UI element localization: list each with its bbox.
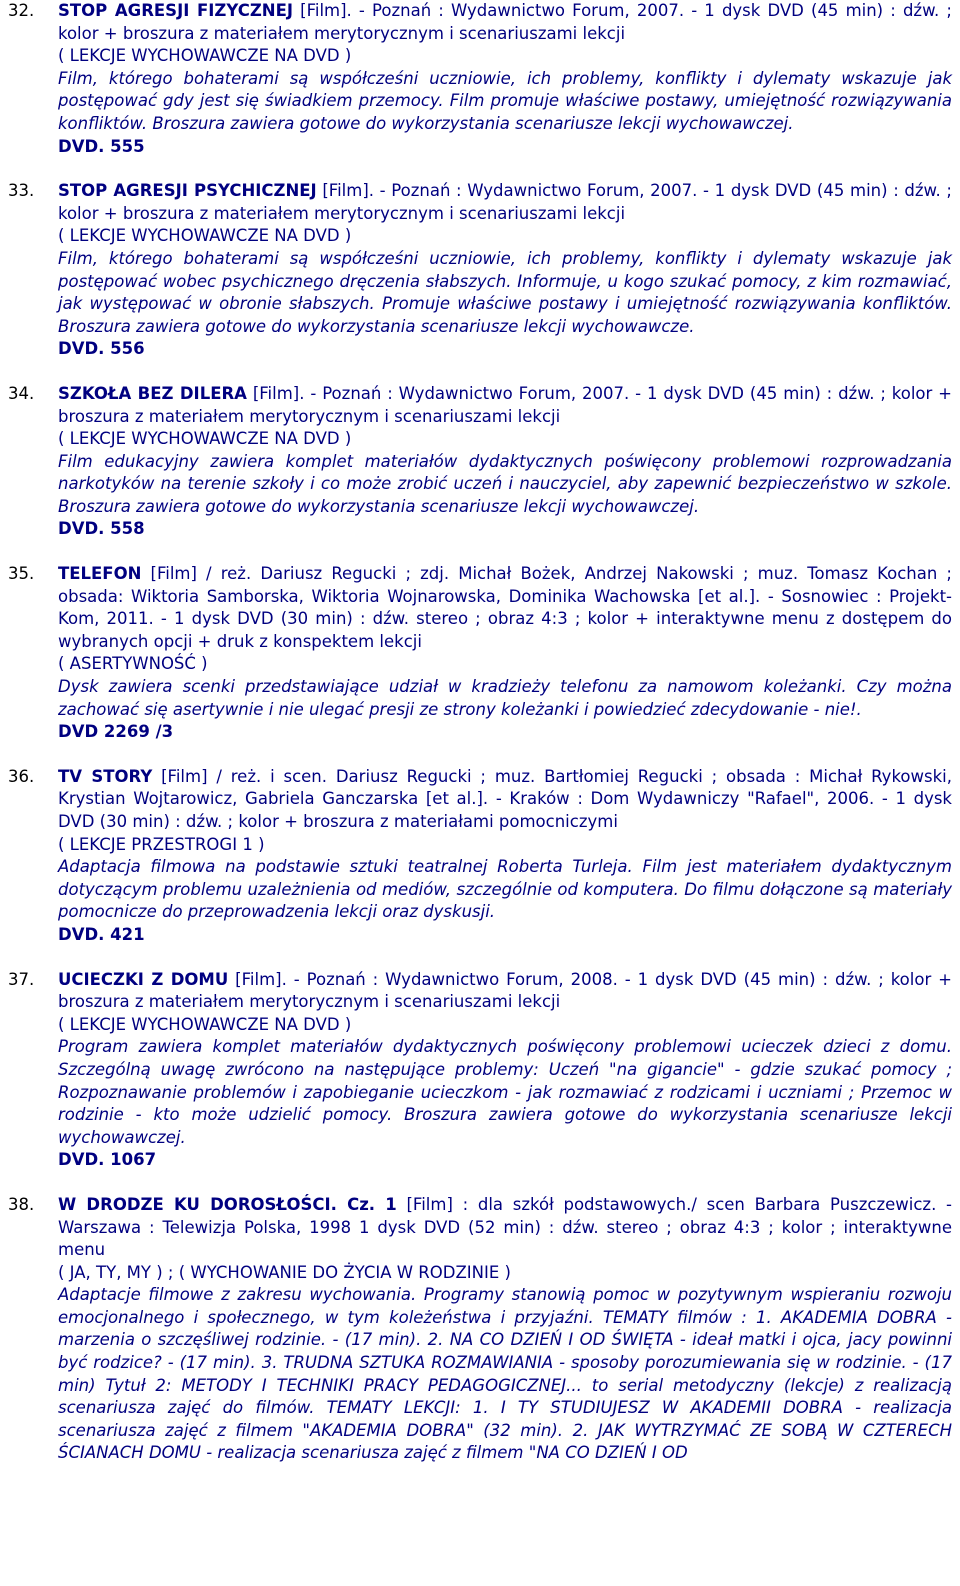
entry-body [58,969,952,1172]
entry-bibliographic: [Film] / reż. Dariusz Regucki ; zdj. Michał Bożek, Andrzej Nakowski ; muz. Tomasz Kochan ; obsada: Wiktoria Samborska, Wiktoria Wojnarowska, Dominika Wachowska [et al.]. - Sosnowiec : Projekt-Kom, 2011. - 1 dysk DVD (30 min) : dźw. stereo ; obraz 4:3 ; kolor + interaktywne menu z dostępem do wybranych opcji + druk z konspektem lekcji [58,564,952,651]
catalog-entry [0,563,960,744]
entry-subject: ( JA, TY, MY ) ; ( WYCHOWANIE DO ŻYCIA W RODZINIE ) [58,1262,511,1282]
entry-subject: ( ASERTYWNOŚĆ ) [58,654,208,674]
catalog-entry [0,180,960,361]
entry-shelfmark: DVD. 421 [58,924,145,944]
entry-title: TV STORY [58,766,153,786]
entry-title: TELEFON [58,564,142,584]
entry-title: SZKOŁA BEZ DILERA [58,383,247,403]
entry-title: UCIECZKI Z DOMU [58,969,229,989]
entry-shelfmark: DVD. 1067 [58,1150,157,1170]
entry-body [58,563,952,744]
entry-description: Dysk zawiera scenki przedstawiające udział w kradzieży telefonu za namowom koleżanki. Czy można zachować się asertywnie i nie ulegać presji ze strony koleżanki i powiedzieć zdecydowanie - nie!. [58,677,952,719]
entry-bibliographic: [Film]. - Poznań : Wydawnictwo Forum, 2007. - 1 dysk DVD (45 min) : dźw. ; kolor + broszura z materiałem merytorycznym i scenariuszami lekcji [58,1,952,43]
entry-body [58,1194,952,1465]
entry-title: W DRODZE KU DOROSŁOŚCI. Cz. 1 [58,1194,397,1214]
entry-number: 38. [8,1194,35,1214]
entry-title: STOP AGRESJI FIZYCZNEJ [58,1,294,20]
entry-shelfmark: DVD. 555 [58,136,145,156]
entry-number: 34. [8,383,35,403]
entry-subject: ( LEKCJE WYCHOWAWCZE NA DVD ) [58,1014,352,1034]
entry-number: 35. [8,564,35,584]
entry-body [58,383,952,541]
entry-description: Film, którego bohaterami są współcześni uczniowie, ich problemy, konflikty i dylematy wskazuje jak postępować wobec psychicznego dręczenia słabszych. Informuje, u kogo szukać pomocy, z kim rozmawiać, jak występować w obronie słabszych. Promuje właściwe postawy i umiejętność rozwiązywania konfliktów. Broszura zawiera gotowe do wykorzystania scenariusze lekcji wychowawcze. [58,248,952,336]
entry-bibliographic: [Film] : dla szkół podstawowych./ scen Barbara Puszczewicz. - Warszawa : Telewizja Polska, 1998 1 dysk DVD (52 min) : dźw. stereo ; obraz 4:3 ; kolor ; interaktywne menu [58,1194,952,1260]
catalog-entry [0,1194,960,1465]
entry-bibliographic: [Film] / reż. i scen. Dariusz Regucki ; muz. Bartłomiej Regucki ; obsada : Michał Rykowski, Krystian Wojtarowicz, Gabriela Ganczarska [et al.]. - Kraków : Dom Wydawniczy "Rafael", 2006. - 1 dysk DVD (30 min) : dźw. ; kolor + broszura z materiałami pomocniczymi [58,766,952,831]
entry-body [58,766,952,947]
entry-subject: ( LEKCJE WYCHOWAWCZE NA DVD ) [58,429,352,449]
entry-title: STOP AGRESJI PSYCHICZNEJ [58,181,317,201]
entry-shelfmark: DVD. 556 [58,339,145,359]
entry-shelfmark: DVD 2269 /3 [58,722,174,742]
entry-subject: ( LEKCJE WYCHOWAWCZE NA DVD ) [58,46,352,66]
entry-description: Adaptacje filmowe z zakresu wychowania. Programy stanowią pomoc w pozytywnym wspieraniu rozwoju emocjonalnego i społecznego, w tym koleżeństwa i przyjaźni. TEMATY filmów : 1. AKADEMIA DOBRA - marzenia o szczęśliwej rodzinie. - (17 min). 2. NA CO DZIEŃ I OD ŚWIĘTA - ideał matki i ojca, jacy powinni być rodzice? - (17 min). 3. TRUDNA SZTUKA ROZMAWIANIA - sposoby porozumiewania się w rodzinie. - (17 min) Tytuł 2: METODY I TECHNIKI PRACY PEDAGOGICZNEJ... to serial metodyczny (lekcje) z realizacją scenariusza zajęć do filmów. TEMATY LEKCJI: 1. I TY STUDIUJESZ W AKADEMII DOBRA - realizacja scenariusza zajęć z filmem "AKADEMIA DOBRA" (32 min). 2. JAK WYTRZYMAĆ ZE SOBĄ W CZTERECH ŚCIANACH DOMU - realizacja scenariusza zajęć z filmem "NA CO DZIEŃ I OD [58,1285,952,1463]
catalog-entry [0,969,960,1172]
catalog-entry [0,383,960,541]
entry-subject: ( LEKCJE PRZESTROGI 1 ) [58,834,265,854]
entry-subject: ( LEKCJE WYCHOWAWCZE NA DVD ) [58,226,352,246]
entry-bibliographic: [Film]. - Poznań : Wydawnictwo Forum, 2007. - 1 dysk DVD (45 min) : dźw. ; kolor + broszura z materiałem merytorycznym i scenariuszami lekcji [58,181,952,223]
entry-description: Adaptacja filmowa na podstawie sztuki teatralnej Roberta Turleja. Film jest materiałem dydaktycznym dotyczącym problemu uzależnienia od mediów, szczególnie od komputera. Do filmu dołączone są materiały pomocnicze do przeprowadzenia lekcji oraz dyskusji. [58,857,952,922]
entry-number: 32. [8,1,35,20]
entry-body [58,180,952,361]
entry-shelfmark: DVD. 558 [58,519,145,539]
catalog-entry [0,0,960,158]
entry-number: 37. [8,969,35,989]
entry-body [58,0,952,158]
entry-description: Film, którego bohaterami są współcześni uczniowie, ich problemy, konflikty i dylematy wskazuje jak postępować gdy jest się świadkiem przemocy. Film promuje właściwe postawy, umiejętność rozwiązywania konfliktów. Broszura zawiera gotowe do wykorzystania scenariusze lekcji wychowawczej. [58,68,952,133]
entry-number: 36. [8,766,35,786]
entry-bibliographic: [Film]. - Poznań : Wydawnictwo Forum, 2008. - 1 dysk DVD (45 min) : dźw. ; kolor + broszura z materiałem merytorycznym i scenariuszami lekcji [58,969,952,1012]
catalog-entry [0,766,960,947]
entry-description: Film edukacyjny zawiera komplet materiałów dydaktycznych poświęcony problemowi rozprowadzania narkotyków na terenie szkoły i co może zrobić uczeń i nauczyciel, aby zapewnić bezpieczeństwo w szkole. Broszura zawiera gotowe do wykorzystania scenariusze lekcji wychowawczej. [58,451,952,516]
entry-number: 33. [8,181,35,201]
entry-description: Program zawiera komplet materiałów dydaktycznych poświęcony problemowi ucieczek dzieci z domu. Szczególną uwagę zwrócono na następujące problemy: Uczeń "na gigancie" - gdzie szukać pomocy ; Rozpoznawanie problemów i zapobieganie ucieczkom - jak rozmawiać z rodzicami i uczniami ; Przemoc w rodzinie - kto może udzielić pomocy. Broszura zawiera gotowe do wykorzystania scenariusze lekcji wychowawczej. [58,1037,952,1147]
entry-bibliographic: [Film]. - Poznań : Wydawnictwo Forum, 2007. - 1 dysk DVD (45 min) : dźw. ; kolor + broszura z materiałem merytorycznym i scenariuszami lekcji [58,383,952,426]
